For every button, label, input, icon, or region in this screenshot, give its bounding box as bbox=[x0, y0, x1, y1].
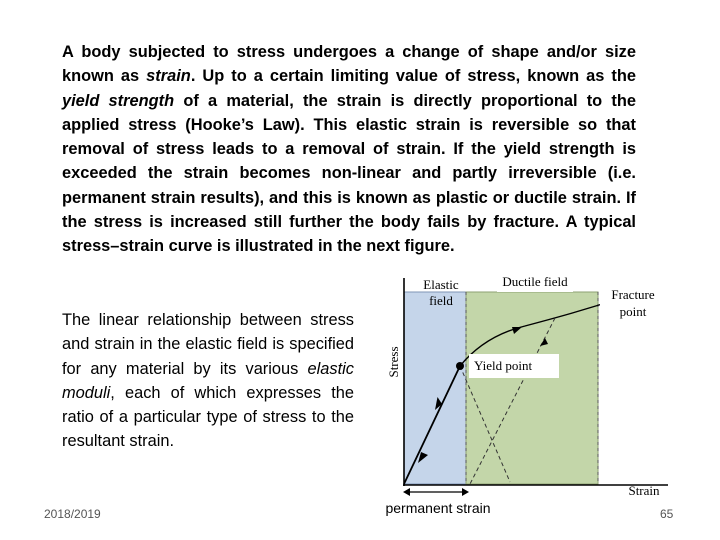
elastic-field-label-line1: Elastic bbox=[423, 277, 459, 292]
elastic-field-label-line2: field bbox=[429, 293, 453, 308]
fracture-label-line1: Fracture bbox=[611, 287, 655, 302]
elastic-field-region bbox=[404, 292, 466, 484]
ductile-field-region bbox=[466, 292, 598, 484]
text-segment: yield strength bbox=[62, 91, 175, 110]
text-segment: elastic moduli bbox=[62, 359, 354, 402]
permanent-strain-arrow-left-head bbox=[403, 488, 410, 496]
ductile-field-label: Ductile field bbox=[502, 274, 568, 289]
permanent-strain-label: permanent strain bbox=[385, 500, 491, 516]
footer-date: 2018/2019 bbox=[44, 507, 101, 521]
text-segment: A body subjected to stress undergoes a change of shape and/or size known as bbox=[62, 43, 636, 86]
text-segment: strain bbox=[146, 67, 191, 86]
text-segment: , each of which expresses the ratio of a particular type of stress to the resultant strain. bbox=[62, 383, 354, 451]
y-axis-label: Stress bbox=[386, 346, 401, 378]
fracture-label-line2: point bbox=[619, 304, 647, 319]
yield-point-marker bbox=[456, 362, 464, 370]
slide-number: 65 bbox=[660, 507, 674, 521]
yield-point-label: Yield point bbox=[474, 358, 533, 373]
permanent-strain-arrow-right-head bbox=[462, 488, 469, 496]
text-segment: The linear relationship between stress and strain in the elastic field is specified for any material by its various bbox=[62, 311, 354, 378]
text-segment: . Up to a certain limiting value of stress, known as the bbox=[190, 67, 636, 86]
text-segment: of a material, the strain is directly proportional to the applied stress (Hooke’s Law). This elastic strain is reversible so that removal of stress leads to a removal of strain. If the yield strength is exceeded the strain becomes non-linear and partly irreversible (i.e. permanent strain results), and this is known as plastic or ductile strain. If the stress is increased still further the body fails by fracture. A typical stress–strain curve is illustrated in the next figure. bbox=[62, 91, 636, 256]
x-axis-label: Strain bbox=[628, 483, 660, 498]
